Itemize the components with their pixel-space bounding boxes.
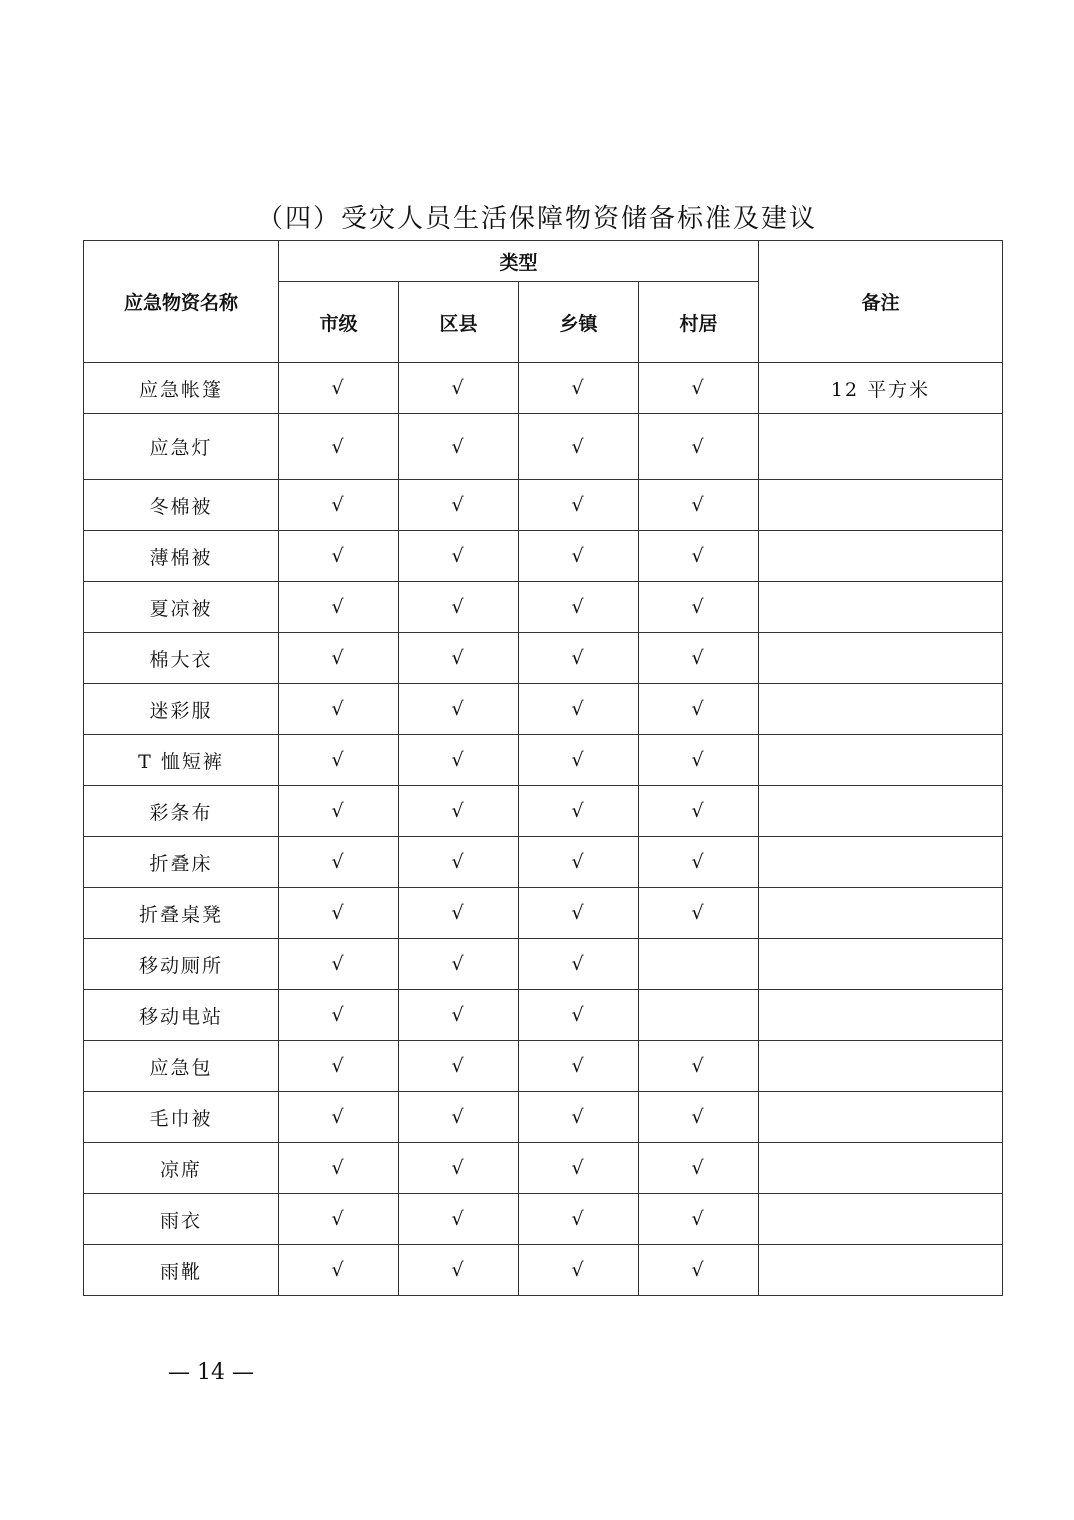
check-mark-cell: √	[519, 990, 639, 1041]
check-mark-cell: √	[519, 1092, 639, 1143]
header-row-group	[84, 241, 1003, 282]
header-type-town: 乡镇	[519, 282, 639, 363]
item-name-cell: 雨靴	[84, 1245, 279, 1296]
item-name-cell: 棉大衣	[84, 633, 279, 684]
check-mark-cell: √	[519, 1041, 639, 1092]
check-mark-cell: √	[639, 735, 759, 786]
table-body	[84, 363, 1003, 1296]
table-row	[84, 1143, 1003, 1194]
check-mark-cell: √	[639, 582, 759, 633]
item-name-cell: 移动厕所	[84, 939, 279, 990]
check-mark-cell: √	[519, 684, 639, 735]
check-mark-cell: √	[399, 531, 519, 582]
check-mark-cell: √	[399, 786, 519, 837]
item-name-cell: 折叠床	[84, 837, 279, 888]
check-mark-cell: √	[279, 684, 399, 735]
header-name-column: 应急物资名称	[84, 241, 279, 363]
header-type-group: 类型	[279, 241, 759, 282]
check-mark-cell: √	[399, 990, 519, 1041]
check-mark-cell: √	[279, 1143, 399, 1194]
table-row	[84, 1092, 1003, 1143]
remark-cell	[759, 1041, 1003, 1092]
check-mark-cell: √	[639, 1092, 759, 1143]
remark-cell	[759, 414, 1003, 480]
check-mark-cell: √	[399, 1041, 519, 1092]
check-mark-cell: √	[399, 888, 519, 939]
table-row	[84, 939, 1003, 990]
check-mark-cell: √	[519, 633, 639, 684]
remark-cell	[759, 1245, 1003, 1296]
item-name-cell: 雨衣	[84, 1194, 279, 1245]
header-type-county: 区县	[399, 282, 519, 363]
check-mark-cell: √	[279, 1092, 399, 1143]
header-type-city: 市级	[279, 282, 399, 363]
check-mark-cell: √	[519, 363, 639, 414]
table-row	[84, 531, 1003, 582]
check-mark-cell: √	[639, 531, 759, 582]
item-name-cell: 夏凉被	[84, 582, 279, 633]
document-title: （四）受灾人员生活保障物资储备标准及建议	[256, 204, 817, 234]
check-mark-cell: √	[279, 939, 399, 990]
check-mark-cell	[639, 990, 759, 1041]
check-mark-cell: √	[639, 1143, 759, 1194]
remark-cell	[759, 531, 1003, 582]
remark-cell: 12 平方米	[759, 363, 1003, 414]
check-mark-cell: √	[519, 888, 639, 939]
item-name-cell: 移动电站	[84, 990, 279, 1041]
check-mark-cell: √	[399, 582, 519, 633]
check-mark-cell: √	[279, 531, 399, 582]
item-name-cell: 应急帐篷	[84, 363, 279, 414]
check-mark-cell: √	[639, 1245, 759, 1296]
table-row	[84, 990, 1003, 1041]
check-mark-cell: √	[399, 1092, 519, 1143]
check-mark-cell: √	[519, 786, 639, 837]
remark-cell	[759, 684, 1003, 735]
table-row	[84, 888, 1003, 939]
remark-cell	[759, 837, 1003, 888]
item-name-cell: 折叠桌凳	[84, 888, 279, 939]
check-mark-cell: √	[639, 837, 759, 888]
item-name-cell: T 恤短裤	[84, 735, 279, 786]
table-row	[84, 1245, 1003, 1296]
table-row	[84, 735, 1003, 786]
check-mark-cell	[639, 939, 759, 990]
check-mark-cell: √	[279, 888, 399, 939]
check-mark-cell: √	[519, 531, 639, 582]
table-row	[84, 633, 1003, 684]
check-mark-cell: √	[639, 414, 759, 480]
check-mark-cell: √	[519, 582, 639, 633]
check-mark-cell: √	[279, 414, 399, 480]
table-row	[84, 684, 1003, 735]
table-row	[84, 582, 1003, 633]
remark-cell	[759, 582, 1003, 633]
table-row	[84, 414, 1003, 480]
check-mark-cell: √	[639, 786, 759, 837]
page-number: — 14 —	[168, 1360, 254, 1385]
check-mark-cell: √	[639, 1194, 759, 1245]
table-row	[84, 837, 1003, 888]
table-row	[84, 363, 1003, 414]
check-mark-cell: √	[399, 684, 519, 735]
check-mark-cell: √	[399, 1143, 519, 1194]
item-name-cell: 凉席	[84, 1143, 279, 1194]
check-mark-cell: √	[519, 1194, 639, 1245]
check-mark-cell: √	[399, 363, 519, 414]
check-mark-cell: √	[639, 633, 759, 684]
check-mark-cell: √	[399, 939, 519, 990]
check-mark-cell: √	[399, 837, 519, 888]
check-mark-cell: √	[519, 414, 639, 480]
check-mark-cell: √	[399, 633, 519, 684]
table-row	[84, 1041, 1003, 1092]
check-mark-cell: √	[519, 939, 639, 990]
check-mark-cell: √	[399, 414, 519, 480]
item-name-cell: 冬棉被	[84, 480, 279, 531]
table-row	[84, 480, 1003, 531]
check-mark-cell: √	[639, 1041, 759, 1092]
item-name-cell: 薄棉被	[84, 531, 279, 582]
item-name-cell: 毛巾被	[84, 1092, 279, 1143]
remark-cell	[759, 1092, 1003, 1143]
check-mark-cell: √	[639, 684, 759, 735]
item-name-cell: 应急灯	[84, 414, 279, 480]
check-mark-cell: √	[279, 1041, 399, 1092]
check-mark-cell: √	[639, 363, 759, 414]
header-remark-column: 备注	[759, 241, 1003, 363]
check-mark-cell: √	[519, 480, 639, 531]
check-mark-cell: √	[519, 735, 639, 786]
remark-cell	[759, 1143, 1003, 1194]
remark-cell	[759, 1194, 1003, 1245]
check-mark-cell: √	[519, 1245, 639, 1296]
check-mark-cell: √	[399, 1245, 519, 1296]
remark-cell	[759, 888, 1003, 939]
check-mark-cell: √	[279, 633, 399, 684]
check-mark-cell: √	[519, 1143, 639, 1194]
check-mark-cell: √	[279, 786, 399, 837]
check-mark-cell: √	[519, 837, 639, 888]
supplies-table	[83, 240, 1003, 1296]
check-mark-cell: √	[399, 1194, 519, 1245]
table-row	[84, 1194, 1003, 1245]
check-mark-cell: √	[279, 582, 399, 633]
remark-cell	[759, 480, 1003, 531]
check-mark-cell: √	[279, 735, 399, 786]
check-mark-cell: √	[279, 990, 399, 1041]
check-mark-cell: √	[279, 1245, 399, 1296]
remark-cell	[759, 786, 1003, 837]
remark-cell	[759, 633, 1003, 684]
check-mark-cell: √	[639, 480, 759, 531]
check-mark-cell: √	[399, 735, 519, 786]
item-name-cell: 应急包	[84, 1041, 279, 1092]
check-mark-cell: √	[399, 480, 519, 531]
check-mark-cell: √	[639, 888, 759, 939]
header-type-village: 村居	[639, 282, 759, 363]
item-name-cell: 彩条布	[84, 786, 279, 837]
check-mark-cell: √	[279, 1194, 399, 1245]
check-mark-cell: √	[279, 363, 399, 414]
check-mark-cell: √	[279, 837, 399, 888]
check-mark-cell: √	[279, 480, 399, 531]
remark-cell	[759, 990, 1003, 1041]
remark-cell	[759, 939, 1003, 990]
remark-cell	[759, 735, 1003, 786]
table-row	[84, 786, 1003, 837]
item-name-cell: 迷彩服	[84, 684, 279, 735]
